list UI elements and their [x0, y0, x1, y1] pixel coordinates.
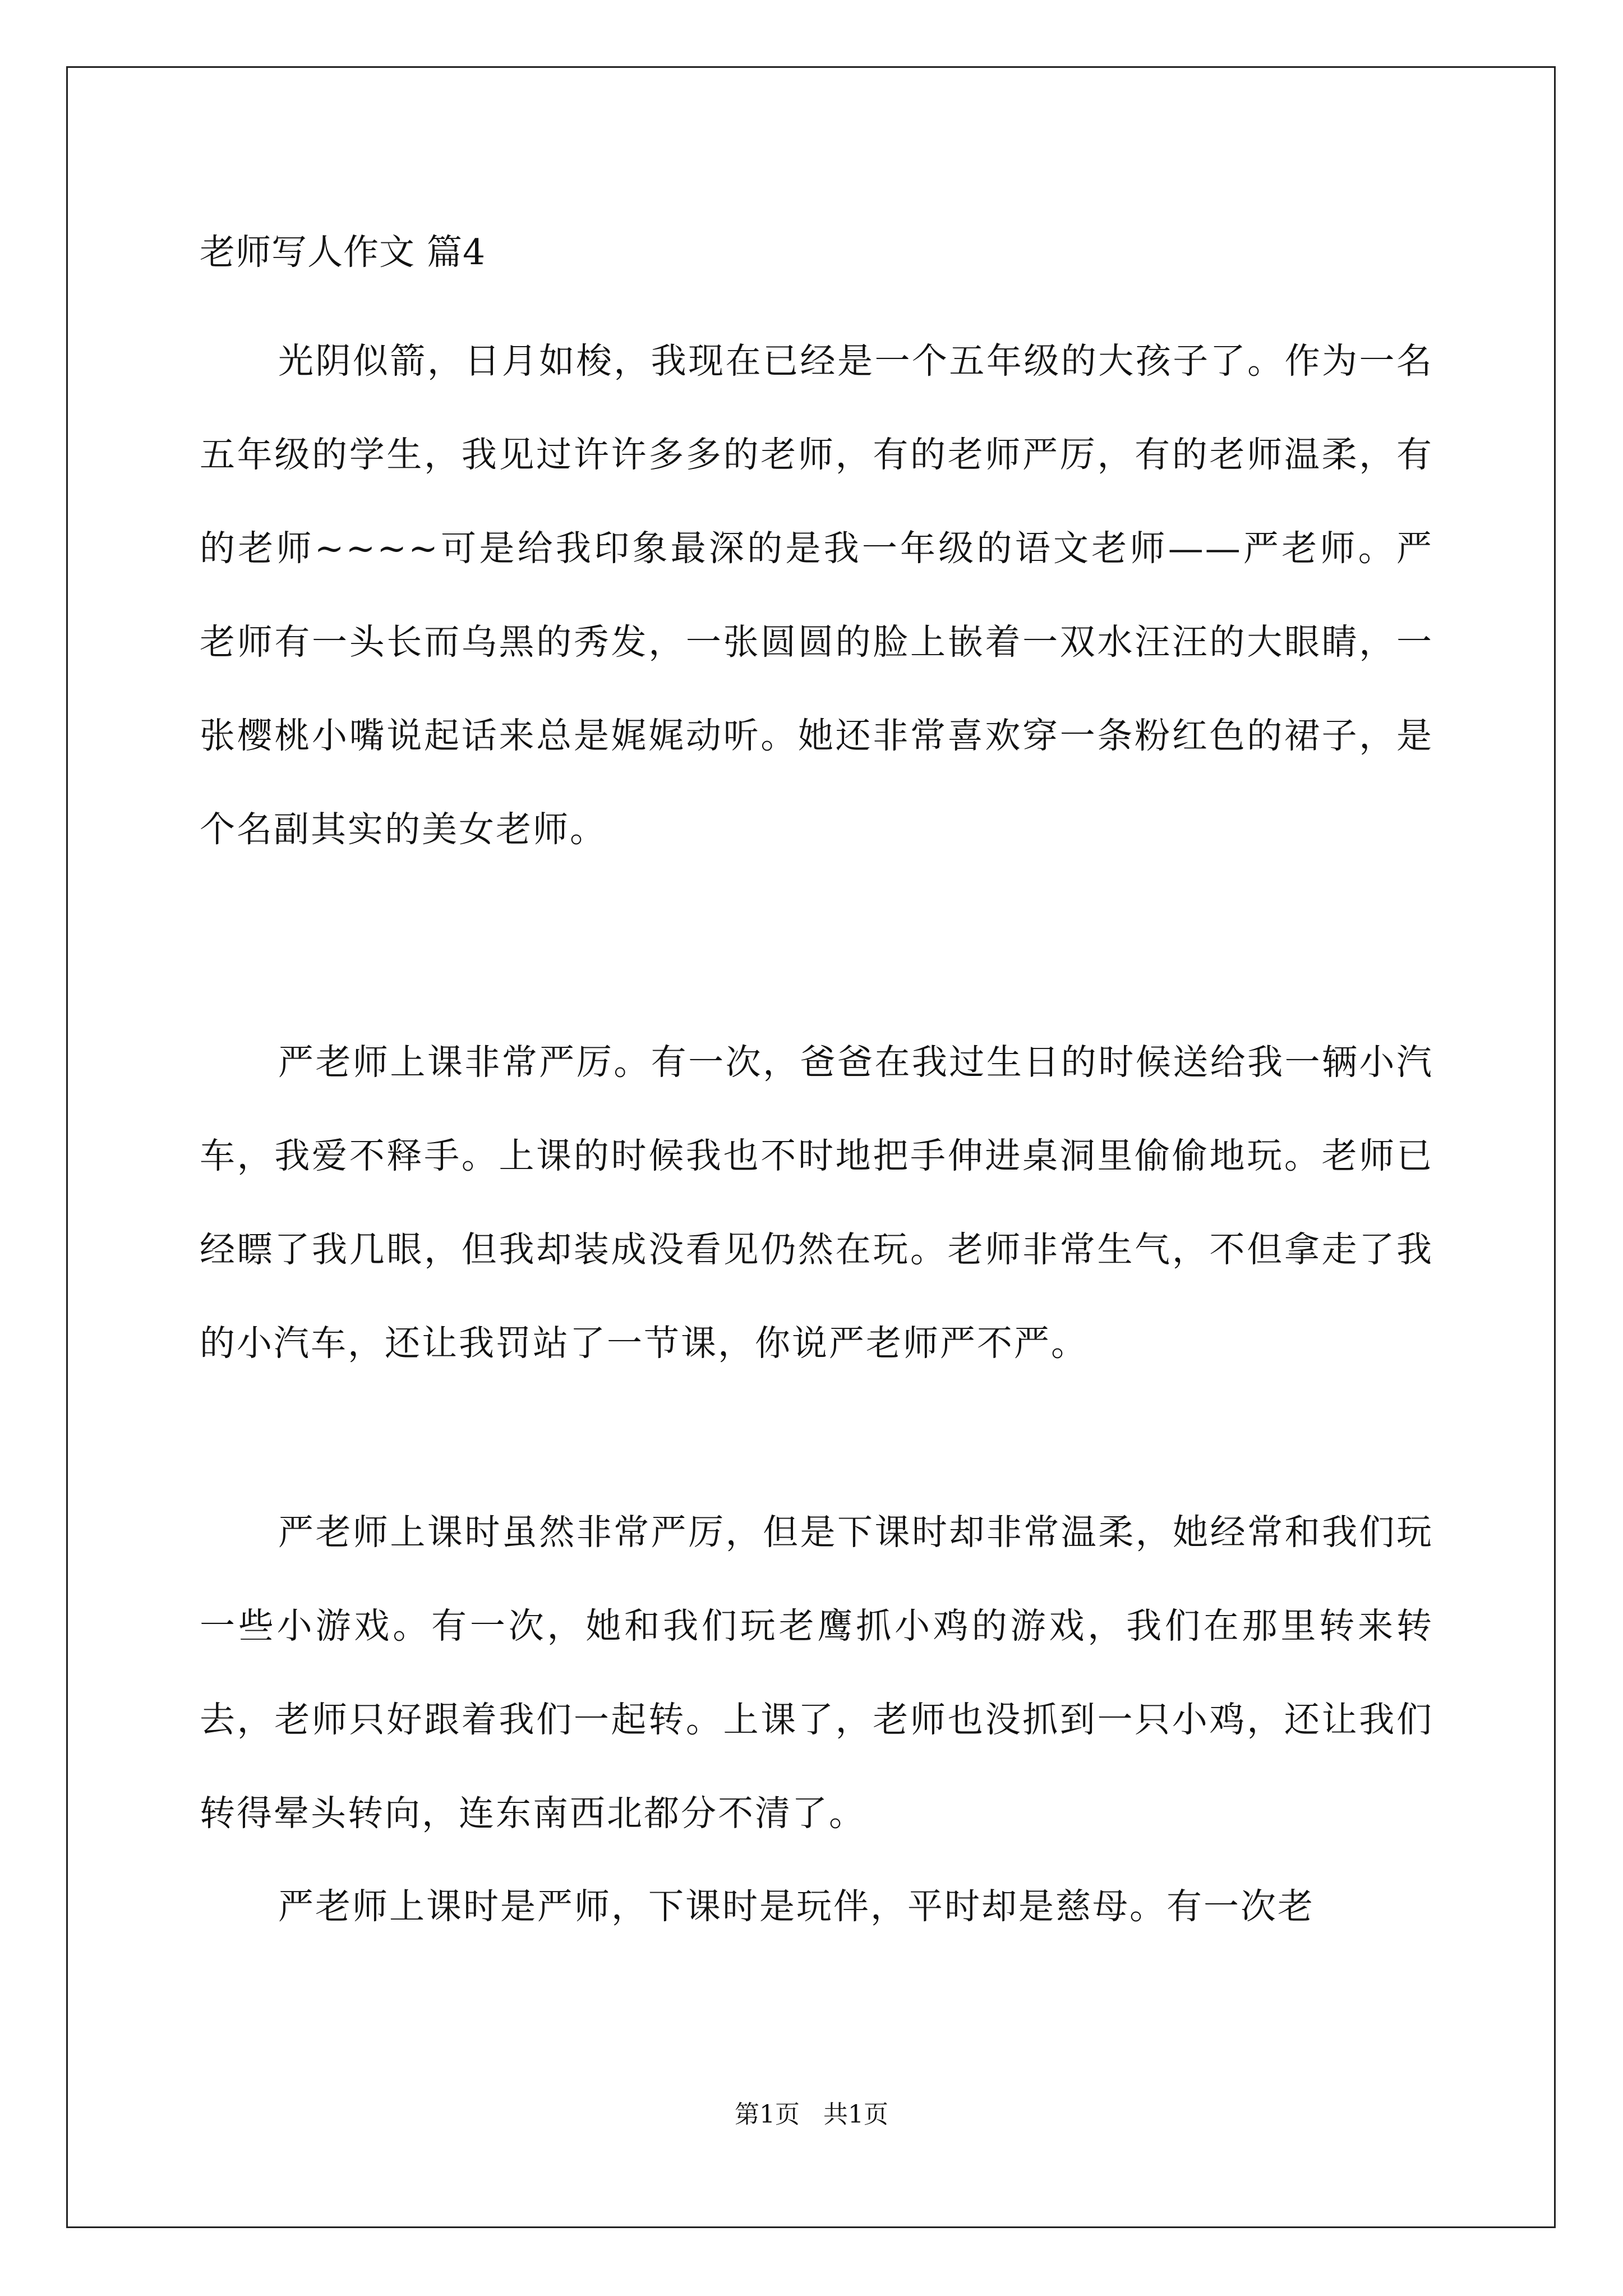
paragraph-2: 严老师上课非常严厉。有一次，爸爸在我过生日的时候送给我一辆小汽车，我爱不释手。上课的时候我也不时地把手伸进桌洞里偷偷地玩。老师已经瞟了我几眼，但我却装成没看见仍然在玩。老师非常生气，不但拿走了我的小汽车，还让我罚站了一节课，你说严老师严不严。	[200, 1042, 1433, 1364]
page-footer: 第1页 共1页	[735, 2100, 888, 2129]
paragraph-3: 严老师上课时虽然非常严厉，但是下课时却非常温柔，她经常和我们玩一些小游戏。有一次，她和我们玩老鹰抓小鸡的游戏，我们在那里转来转去，老师只好跟着我们一起转。上课了，老师也没抓到一只小鸡，还让我们转得晕头转向，连东南西北都分不清了。	[200, 1512, 1433, 1834]
document-title: 老师写人作文 篇4	[200, 232, 486, 273]
paragraph-4: 严老师上课时是严师，下课时是玩伴，平时却是慈母。有一次老	[278, 1886, 1315, 1927]
paragraph-1: 光阴似箭，日月如梭，我现在已经是一个五年级的大孩子了。作为一名五年级的学生，我见过许许多多的老师，有的老师严厉，有的老师温柔，有的老师~~~~可是给我印象最深的是我一年级的语文老师——严老师。严老师有一头长而乌黑的秀发，一张圆圆的脸上嵌着一双水汪汪的大眼睛，一张樱桃小嘴说起话来总是娓娓动听。她还非常喜欢穿一条粉红色的裙子，是个名副其实的美女老师。	[200, 341, 1433, 850]
